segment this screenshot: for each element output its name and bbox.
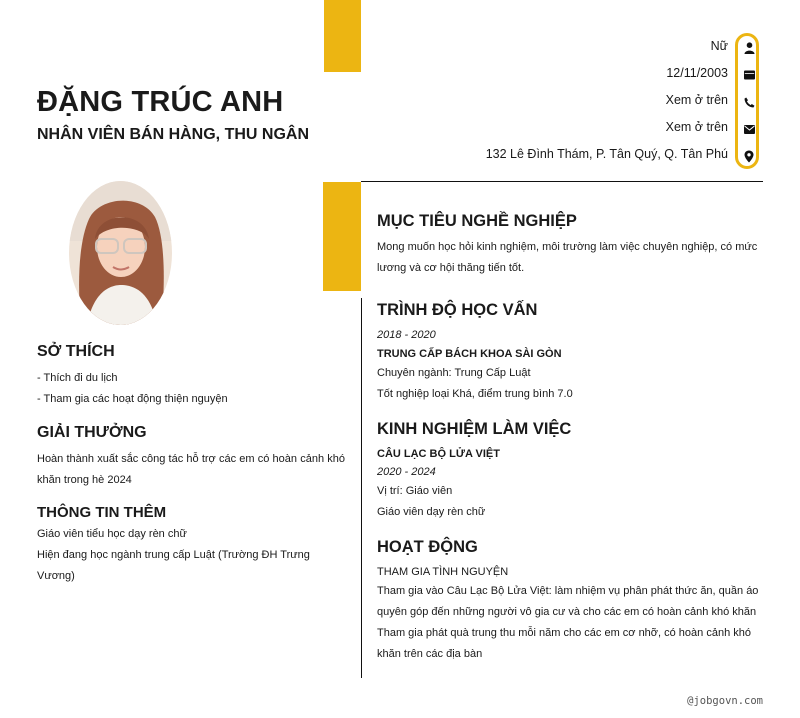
objective-text: Mong muốn học hỏi kinh nghiệm, môi trường làm việc chuyên nghiệp, có mức lương và cơ hội thăng tiến tốt. [377, 241, 758, 274]
hobbies-heading: SỞ THÍCH [37, 343, 115, 360]
candidate-name: ĐẶNG TRÚC ANH [37, 86, 284, 118]
activities-subtitle: THAM GIA TÌNH NGUYỆN [377, 566, 509, 578]
hobby-item: - Thích đi du lịch [37, 372, 118, 384]
header-divider [361, 181, 763, 182]
extra-info-heading: THÔNG TIN THÊM [37, 504, 167, 521]
experience-org: CÂU LẠC BỘ LỬA VIỆT [377, 448, 500, 460]
objective-heading: MỤC TIÊU NGHỀ NGHIỆP [377, 212, 577, 230]
awards-heading: GIẢI THƯỞNG [37, 424, 147, 441]
contact-icon-bar [735, 33, 759, 169]
contact-phone: Xem ở trên [665, 93, 728, 107]
experience-desc: Giáo viên dạy rèn chữ [377, 506, 486, 518]
education-period: 2018 - 2020 [377, 329, 436, 341]
extra-info-line: Giáo viên tiểu học dạy rèn chữ [37, 528, 187, 540]
extra-info-list [37, 524, 327, 587]
education-school: TRUNG CẤP BÁCH KHOA SÀI GÒN [377, 348, 562, 360]
experience-period: 2020 - 2024 [377, 466, 436, 478]
envelope-icon [743, 123, 755, 135]
contact-gender: Nữ [710, 39, 728, 53]
experience-position: Vị trí: Giáo viên [377, 485, 453, 497]
activities-paragraph-2: Tham gia phát quà trung thu mỗi năm cho các em cơ nhỡ, có hoàn cảnh khó khăn trên các địa bàn [377, 627, 751, 660]
education-result: Tốt nghiệp loại Khá, điểm trung bình 7.0 [377, 388, 573, 400]
person-icon [743, 42, 755, 54]
accent-block-middle [323, 182, 361, 291]
activities-heading: HOẠT ĐỘNG [377, 538, 478, 556]
calendar-icon [743, 69, 755, 81]
hobbies-list [37, 368, 337, 410]
experience-heading: KINH NGHIỆM LÀM VIỆC [377, 420, 572, 438]
hobby-item: - Tham gia các hoạt động thiện nguyện [37, 393, 228, 405]
phone-icon [743, 96, 755, 108]
activities-paragraph-1: Tham gia vào Câu Lạc Bộ Lửa Việt: làm nhiệm vụ phân phát thức ăn, quần áo quyên góp đến những người vô gia cư và cho các em có hoàn cảnh khó khăn [377, 585, 759, 618]
contact-address: 132 Lê Đình Thám, P. Tân Quý, Q. Tân Phú [485, 147, 728, 161]
contact-birthday: 12/11/2003 [666, 66, 728, 80]
education-heading: TRÌNH ĐỘ HỌC VẤN [377, 301, 538, 319]
extra-info-line: Hiện đang học ngành trung cấp Luật (Trường ĐH Trưng Vương) [37, 549, 310, 582]
location-pin-icon [743, 150, 755, 162]
education-major: Chuyên ngành: Trung Cấp Luật [377, 367, 531, 379]
profile-photo [69, 181, 172, 325]
watermark: @jobgovn.com [687, 695, 763, 707]
job-title: NHÂN VIÊN BÁN HÀNG, THU NGÂN [37, 126, 309, 143]
awards-text: Hoàn thành xuất sắc công tác hỗ trợ các em có hoàn cảnh khó khăn trong hè 2024 [37, 453, 345, 486]
column-divider [361, 298, 362, 678]
contact-list [308, 36, 728, 171]
contact-email: Xem ở trên [665, 120, 728, 134]
